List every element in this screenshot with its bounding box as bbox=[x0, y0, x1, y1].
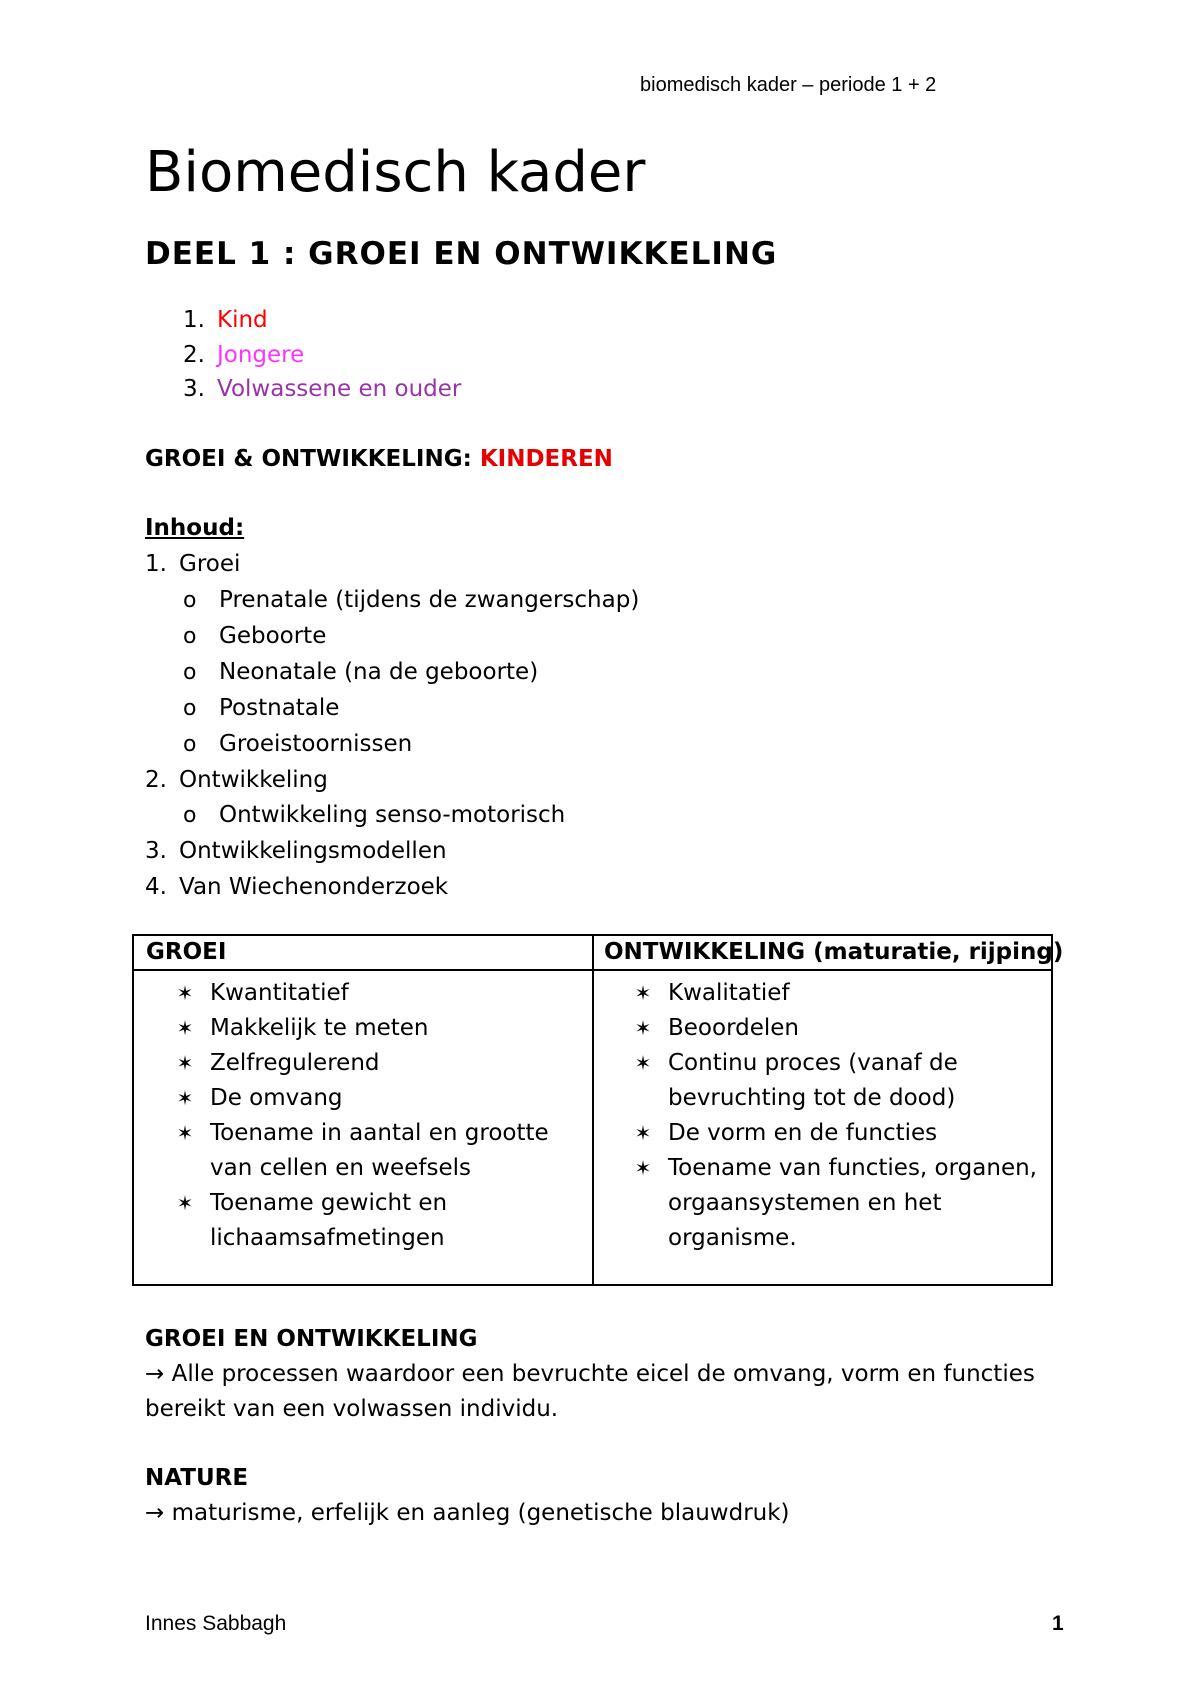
contents-item-2: 2. Ontwikkeling bbox=[145, 767, 328, 793]
star-bullet-icon: ✶ bbox=[634, 981, 652, 1005]
comparison-table bbox=[132, 934, 1064, 1286]
page-number: 1 bbox=[1052, 1612, 1064, 1635]
definition-line: → Alle processen waardoor een bevruchte eicel de omvang, vorm en functies bbox=[145, 1361, 1035, 1387]
footer-author: Innes Sabbagh bbox=[145, 1612, 287, 1635]
star-bullet-icon: ✶ bbox=[634, 1156, 652, 1180]
part-item-2: 2. Jongere bbox=[183, 342, 305, 368]
table-column-divider bbox=[592, 936, 594, 1284]
list-item: ✶ Makkelijk te meten bbox=[170, 1011, 580, 1046]
list-item: ✶ Zelfregulerend bbox=[170, 1046, 580, 1081]
subheading-highlight: KINDEREN bbox=[479, 446, 613, 472]
ontwikkeling-list bbox=[628, 976, 1038, 1256]
contents-subitem: o Ontwikkeling senso-motorisch bbox=[183, 802, 566, 828]
circle-bullet-icon: o bbox=[183, 803, 197, 828]
list-item: ✶ Continu proces (vanaf de bevruchting tot de dood) bbox=[628, 1046, 1038, 1116]
circle-bullet-icon: o bbox=[183, 624, 197, 649]
star-bullet-icon: ✶ bbox=[176, 1191, 194, 1215]
part-label: Kind bbox=[217, 307, 268, 333]
contents-item-4: 4. Van Wiechenonderzoek bbox=[145, 874, 449, 900]
part-label: Volwassene en ouder bbox=[217, 376, 462, 402]
arrow-right-icon: → bbox=[145, 1361, 165, 1387]
definition-line: → maturisme, erfelijk en aanleg (genetische blauwdruk) bbox=[145, 1500, 790, 1526]
circle-bullet-icon: o bbox=[183, 660, 197, 685]
document-title: Biomedisch kader bbox=[145, 140, 646, 205]
star-bullet-icon: ✶ bbox=[176, 1086, 194, 1110]
contents-subitem: o Groeistoornissen bbox=[183, 731, 413, 757]
list-item: ✶ Beoordelen bbox=[628, 1011, 1038, 1046]
contents-subitem: o Prenatale (tijdens de zwangerschap) bbox=[183, 587, 640, 613]
contents-subitem: o Geboorte bbox=[183, 623, 327, 649]
part-item-1: 1. Kind bbox=[183, 307, 268, 333]
part-label: Jongere bbox=[217, 342, 305, 368]
definition-line: bereikt van een volwassen individu. bbox=[145, 1396, 559, 1422]
table-header-ontwikkeling: ONTWIKKELING (maturatie, rijping) bbox=[604, 939, 1064, 965]
contents-subitem: o Neonatale (na de geboorte) bbox=[183, 659, 539, 685]
star-bullet-icon: ✶ bbox=[176, 981, 194, 1005]
contents-subitem: o Postnatale bbox=[183, 695, 340, 721]
list-item: ✶ De vorm en de functies bbox=[628, 1116, 1038, 1151]
contents-label: Inhoud: bbox=[145, 515, 245, 541]
subheading: GROEI & ONTWIKKELING: KINDEREN bbox=[145, 446, 613, 472]
star-bullet-icon: ✶ bbox=[634, 1051, 652, 1075]
arrow-right-icon: → bbox=[145, 1500, 165, 1526]
running-header: biomedisch kader – periode 1 + 2 bbox=[640, 74, 937, 96]
circle-bullet-icon: o bbox=[183, 696, 197, 721]
star-bullet-icon: ✶ bbox=[176, 1051, 194, 1075]
circle-bullet-icon: o bbox=[183, 732, 197, 757]
definition-heading-nature: NATURE bbox=[145, 1465, 249, 1491]
star-bullet-icon: ✶ bbox=[634, 1016, 652, 1040]
definition-heading-groei-ontwikkeling: GROEI EN ONTWIKKELING bbox=[145, 1326, 478, 1352]
list-item: ✶ Toename in aantal en grootte van cellen en weefsels bbox=[170, 1116, 580, 1186]
list-item: ✶ Toename van functies, organen, orgaansystemen en het organisme. bbox=[628, 1151, 1038, 1256]
part-item-3: 3. Volwassene en ouder bbox=[183, 376, 462, 402]
groei-list bbox=[170, 976, 580, 1256]
contents-item-1: 1. Groei bbox=[145, 551, 241, 577]
table-header-groei: GROEI bbox=[146, 939, 227, 965]
star-bullet-icon: ✶ bbox=[634, 1121, 652, 1145]
list-item: ✶ De omvang bbox=[170, 1081, 580, 1116]
list-item: ✶ Kwantitatief bbox=[170, 976, 580, 1011]
contents-item-3: 3. Ontwikkelingsmodellen bbox=[145, 838, 447, 864]
list-item: ✶ Kwalitatief bbox=[628, 976, 1038, 1011]
star-bullet-icon: ✶ bbox=[176, 1016, 194, 1040]
star-bullet-icon: ✶ bbox=[176, 1121, 194, 1145]
circle-bullet-icon: o bbox=[183, 588, 197, 613]
section-heading: DEEL 1 : GROEI EN ONTWIKKELING bbox=[145, 236, 778, 272]
list-item: ✶ Toename gewicht en lichaamsafmetingen bbox=[170, 1186, 580, 1256]
